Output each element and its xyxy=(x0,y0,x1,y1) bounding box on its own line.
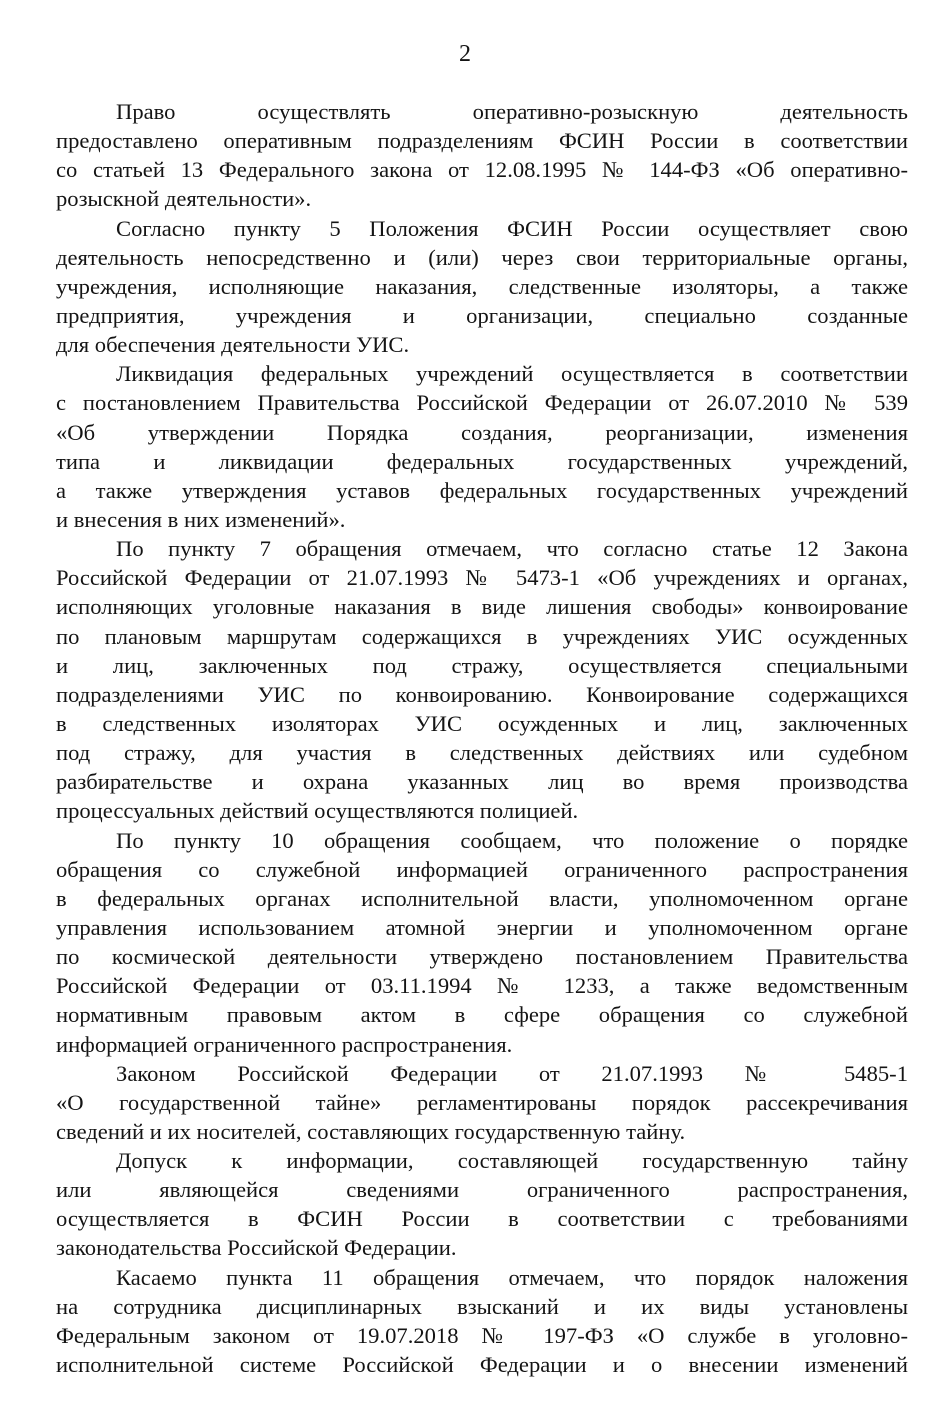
text-line: Ликвидация федеральных учреждений осуществляется в соответствии xyxy=(116,361,908,387)
paragraph xyxy=(56,359,908,534)
text-line: Согласно пункту 5 Положения ФСИН России осуществляет свою xyxy=(116,215,908,241)
text-line: розыскной деятельности». xyxy=(56,186,312,212)
text-line: предоставлено оперативным подразделениям ФСИН России в соответствии xyxy=(56,128,908,154)
paragraph xyxy=(56,1146,908,1263)
text-line: процессуальных действий осуществляются полицией. xyxy=(56,798,579,824)
text-line: По пункту 10 обращения сообщаем, что положение о порядке xyxy=(116,827,908,853)
paragraph xyxy=(56,534,908,825)
paragraph xyxy=(56,214,908,360)
text-line: Допуск к информации, составляющей государственную тайну xyxy=(116,1148,908,1174)
text-line: и лиц, заключенных под стражу, осуществляется специальными xyxy=(56,652,908,678)
text-line: по плановым маршрутам содержащихся в учреждениях УИС осужденных xyxy=(56,623,908,649)
text-line: обращения со служебной информацией ограниченного распространения xyxy=(56,856,908,882)
text-line: с постановлением Правительства Российской Федерации от 26.07.2010 № 539 xyxy=(56,390,908,416)
text-line: исполнительной системе Российской Федерации и о внесении изменений xyxy=(56,1352,908,1378)
text-line: или являющейся сведениями ограниченного распространения, xyxy=(56,1177,908,1203)
text-line: подразделениями УИС по конвоированию. Конвоирование содержащихся xyxy=(56,681,908,707)
text-line: Федеральным законом от 19.07.2018 № 197-ФЗ «О службе в уголовно- xyxy=(56,1322,908,1348)
text-line: типа и ликвидации федеральных государственных учреждений, xyxy=(56,448,908,474)
text-line: разбирательстве и охрана указанных лиц во время производства xyxy=(56,769,908,795)
text-line: нормативным правовым актом в сфере обращения со служебной xyxy=(56,1002,908,1028)
text-line: со статьей 13 Федерального закона от 12.08.1995 № 144-ФЗ «Об оперативно- xyxy=(56,157,908,183)
text-line: предприятия, учреждения и организации, специально созданные xyxy=(56,302,908,328)
text-line: Законом Российской Федерации от 21.07.1993 № 5485-1 xyxy=(116,1060,908,1086)
text-line: законодательства Российской Федерации. xyxy=(56,1235,457,1261)
paragraph xyxy=(56,1263,908,1380)
text-line: Право осуществлять оперативно-розыскную деятельность xyxy=(116,99,908,124)
text-line: для обеспечения деятельности УИС. xyxy=(56,332,410,358)
text-line: исполняющих уголовные наказания в виде лишения свободы» конвоирование xyxy=(56,594,908,620)
document-body xyxy=(56,97,908,1379)
text-line: учреждения, исполняющие наказания, следственные изоляторы, а также xyxy=(56,273,908,299)
text-line: Касаемо пункта 11 обращения отмечаем, что порядок наложения xyxy=(116,1264,908,1290)
text-line: в следственных изоляторах УИС осужденных и лиц, заключенных xyxy=(56,710,908,736)
text-line: а также утверждения уставов федеральных государственных учреждений xyxy=(56,477,908,503)
text-line: в федеральных органах исполнительной власти, уполномоченном органе xyxy=(56,885,908,911)
text-line: на сотрудника дисциплинарных взысканий и их виды установлены xyxy=(56,1293,908,1319)
text-line: под стражу, для участия в следственных действиях или судебном xyxy=(56,740,908,766)
text-line: Российской Федерации от 03.11.1994 № 1233, а также ведомственным xyxy=(56,973,908,999)
paragraph xyxy=(56,1059,908,1146)
text-line: «О государственной тайне» регламентированы порядок рассекречивания xyxy=(56,1089,908,1115)
text-line: управления использованием атомной энергии и уполномоченном органе xyxy=(56,914,908,940)
text-line: Российской Федерации от 21.07.1993 № 5473-1 «Об учреждениях и органах, xyxy=(56,565,908,591)
text-line: деятельность непосредственно и (или) через свои территориальные органы, xyxy=(56,244,908,270)
text-line: По пункту 7 обращения отмечаем, что согласно статье 12 Закона xyxy=(116,536,908,562)
text-line: и внесения в них изменений». xyxy=(56,506,346,532)
text-line: сведений и их носителей, составляющих государственную тайну. xyxy=(56,1118,686,1144)
paragraph xyxy=(56,97,908,214)
text-line: осуществляется в ФСИН России в соответствии с требованиями xyxy=(56,1206,908,1232)
text-line: «Об утверждении Порядка создания, реорганизации, изменения xyxy=(56,419,908,445)
page-number: 2 xyxy=(459,41,471,67)
text-line: информацией ограниченного распространения. xyxy=(56,1031,513,1057)
text-line: по космической деятельности утверждено постановлением Правительства xyxy=(56,944,908,970)
paragraph xyxy=(56,826,908,1059)
